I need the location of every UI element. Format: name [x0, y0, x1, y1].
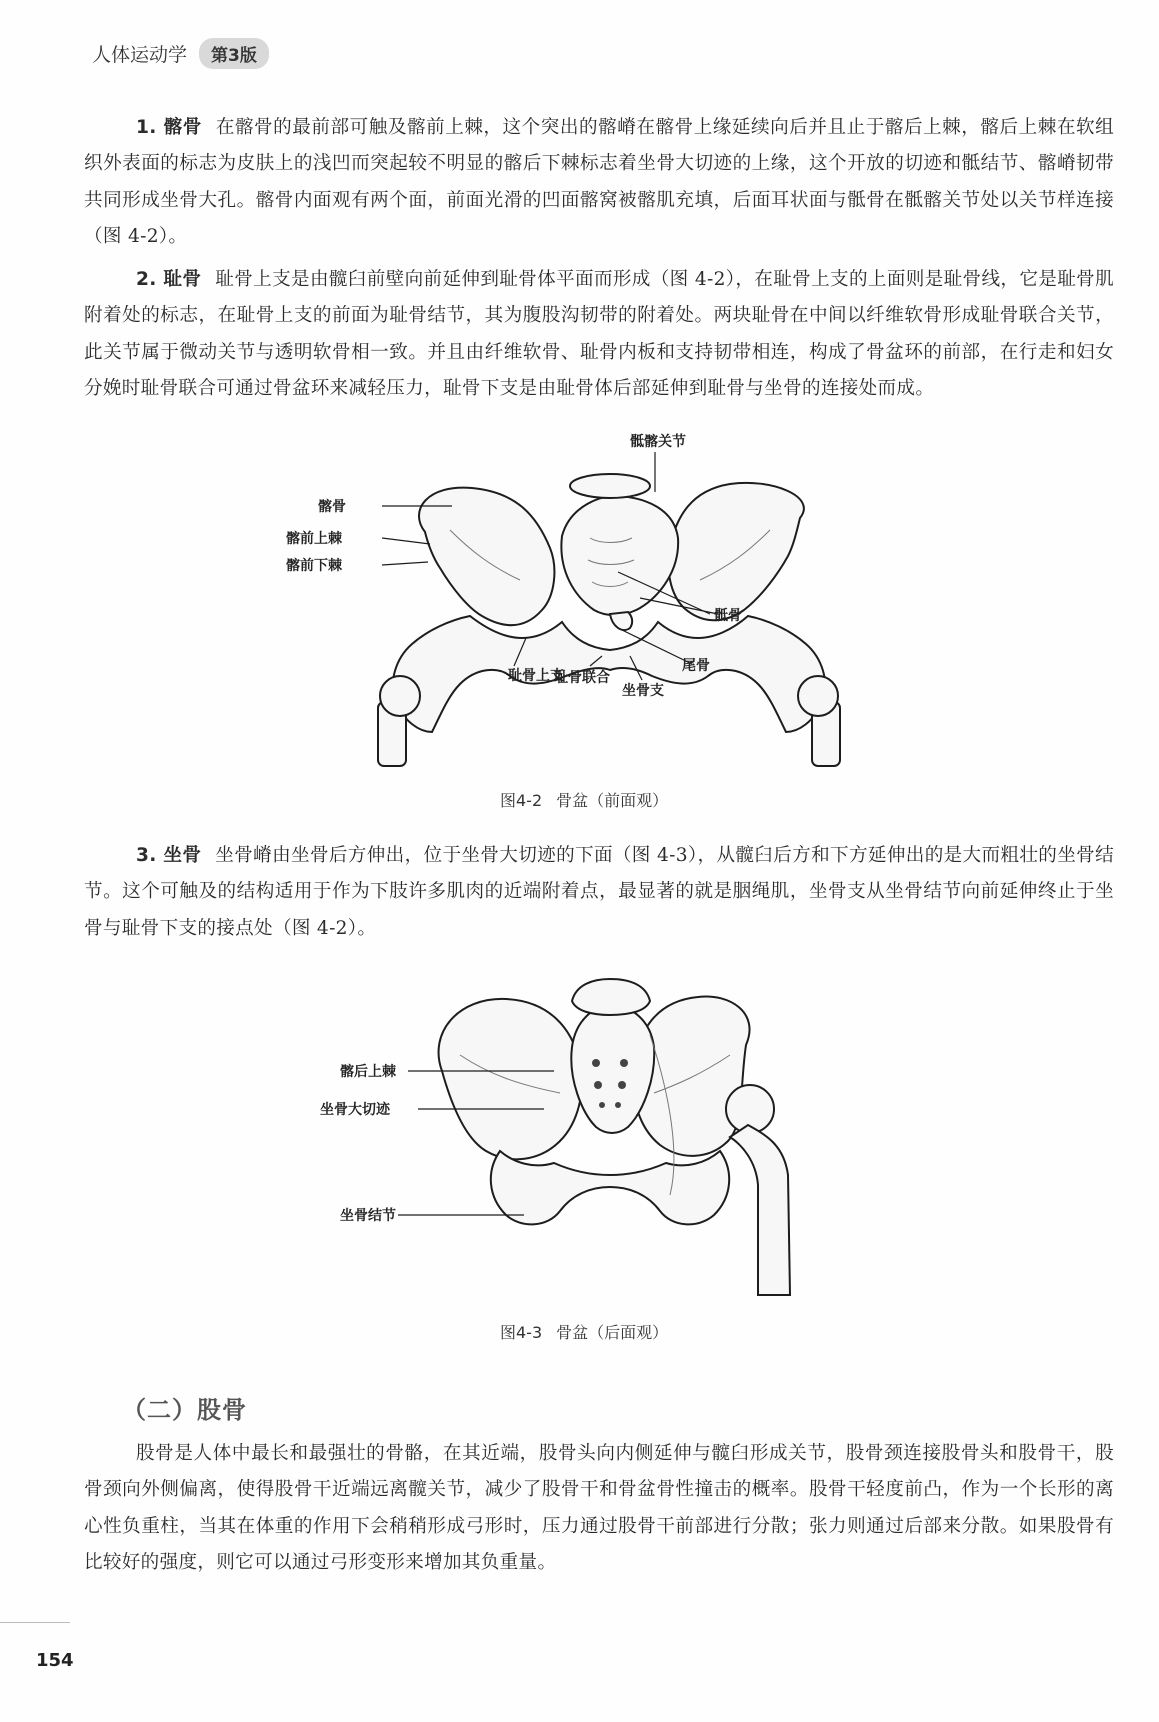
label-ischial-tuberosity: 坐骨结节 — [340, 1208, 396, 1224]
figure-pelvis-posterior — [310, 975, 870, 1305]
ischial-ring — [491, 1151, 729, 1224]
figure-number: 图4-2 — [500, 791, 543, 810]
label-sacroiliac-joint: 骶髂关节 — [630, 434, 686, 450]
pelvis-anterior-illustration — [286, 434, 900, 770]
left-ilium-posterior — [439, 999, 582, 1159]
label-superior-pubic-ramus: 耻骨上支 — [508, 668, 564, 684]
footnote-rule — [0, 1622, 70, 1623]
label-ilium: 髂骨 — [318, 499, 346, 515]
femur-shaft-posterior — [730, 1125, 790, 1295]
paragraph-lead: 3. 坐骨 — [136, 845, 202, 866]
paragraph-ischium — [84, 838, 1114, 947]
paragraph-femur: 股骨是人体中最长和最强壮的骨骼，在其近端，股骨头向内侧延伸与髋臼形成关节，股骨颈连接股骨头和股骨干，股骨颈向外侧偏离，使得股骨干近端远离髋关节，减少了股骨干和骨盆骨性撞击的概率。股骨干轻度前凸，作为一个长形的离心性负重柱，当其在体重的作用下会稍稍形成弓形时，压力通过股骨干前部进行分散；张力则通过后部来分散。如果股骨有比较好的强度，则它可以通过弓形变形来增加其负重量。 — [84, 1443, 1114, 1573]
coccyx-shape — [610, 612, 632, 630]
label-pubic-symphysis: 耻骨联合 — [554, 670, 610, 686]
label-greater-sciatic-notch: 坐骨大切迹 — [320, 1102, 390, 1118]
right-ilium-wing — [669, 483, 804, 620]
edition-badge: 第3版 — [199, 38, 269, 69]
l5-vertebra-shape — [570, 474, 650, 498]
paragraph-text: 坐骨嵴由坐骨后方伸出，位于坐骨大切迹的下面（图 4-3），从髋臼后方和下方延伸出的是大而粗壮的坐骨结节。这个可触及的结构适用于作为下肢许多肌肉的近端附着点，最显著的就是胭绳肌，坐骨支从坐骨结节向前延伸终止于坐骨与耻骨下支的接点处（图 4-2）。 — [84, 845, 1114, 939]
figure-caption-text: 骨盆（前面观） — [556, 791, 669, 810]
paragraph-ilium — [84, 110, 1114, 255]
right-femur-head — [798, 676, 838, 716]
label-psis: 髂后上棘 — [340, 1064, 396, 1080]
label-aiis: 髂前下棘 — [286, 558, 342, 574]
paragraph-pubis — [84, 262, 1114, 407]
paragraph-text: 耻骨上支是由髋臼前壁向前延伸到耻骨体平面而形成（图 4-2），在耻骨上支的上面则是耻骨线，它是耻骨肌附着处的标志，在耻骨上支的前面为耻骨结节，其为腹股沟韧带的附着处。两块耻骨在中间以纤维软骨形成耻骨联合关节，此关节属于微动关节与透明软骨相一致。并且由纤维软骨、耻骨内板和支持韧带相连，构成了骨盆环的前部，在行走和妇女分娩时耻骨联合可通过骨盆环来减轻压力，耻骨下支是由耻骨体后部延伸到耻骨与坐骨的连接处而成。 — [84, 269, 1114, 399]
label-sacrum: 骶骨 — [714, 608, 742, 624]
label-ischial-ramus: 坐骨支 — [622, 683, 664, 699]
book-title: 人体运动学 — [92, 44, 188, 66]
figure-4-3-caption — [500, 1320, 668, 1343]
figure-4-2-caption — [500, 788, 668, 811]
figure-caption-text: 骨盆（后面观） — [556, 1323, 669, 1342]
figure-number: 图4-3 — [500, 1323, 543, 1342]
page-number: 154 — [36, 1650, 74, 1671]
pelvis-posterior-illustration — [310, 975, 870, 1305]
label-coccyx: 尾骨 — [682, 658, 710, 674]
left-ilium-wing — [419, 488, 554, 626]
figure-pelvis-anterior — [286, 434, 900, 770]
running-header — [92, 38, 269, 69]
paragraph-lead: 2. 耻骨 — [136, 269, 202, 290]
sacrum-shape — [561, 496, 678, 615]
left-femur-head — [380, 676, 420, 716]
section-heading-femur: （二）股骨 — [122, 1395, 247, 1424]
paragraph-lead: 1. 髂骨 — [136, 117, 202, 138]
paragraph-text: 在髂骨的最前部可触及髂前上棘，这个突出的髂嵴在髂骨上缘延续向后并且止于髂后上棘，髂后上棘在软组织外表面的标志为皮肤上的浅凹而突起较不明显的髂后下棘标志着坐骨大切迹的上缘，这个开放的切迹和骶结节、髂嵴韧带共同形成坐骨大孔。髂骨内面观有两个面，前面光滑的凹面髂窝被髂肌充填，后面耳状面与骶骨在骶髂关节处以关节样连接（图 4-2）。 — [84, 117, 1114, 247]
label-asis: 髂前上棘 — [286, 531, 342, 547]
lumbar-vertebra-posterior — [572, 979, 650, 1015]
